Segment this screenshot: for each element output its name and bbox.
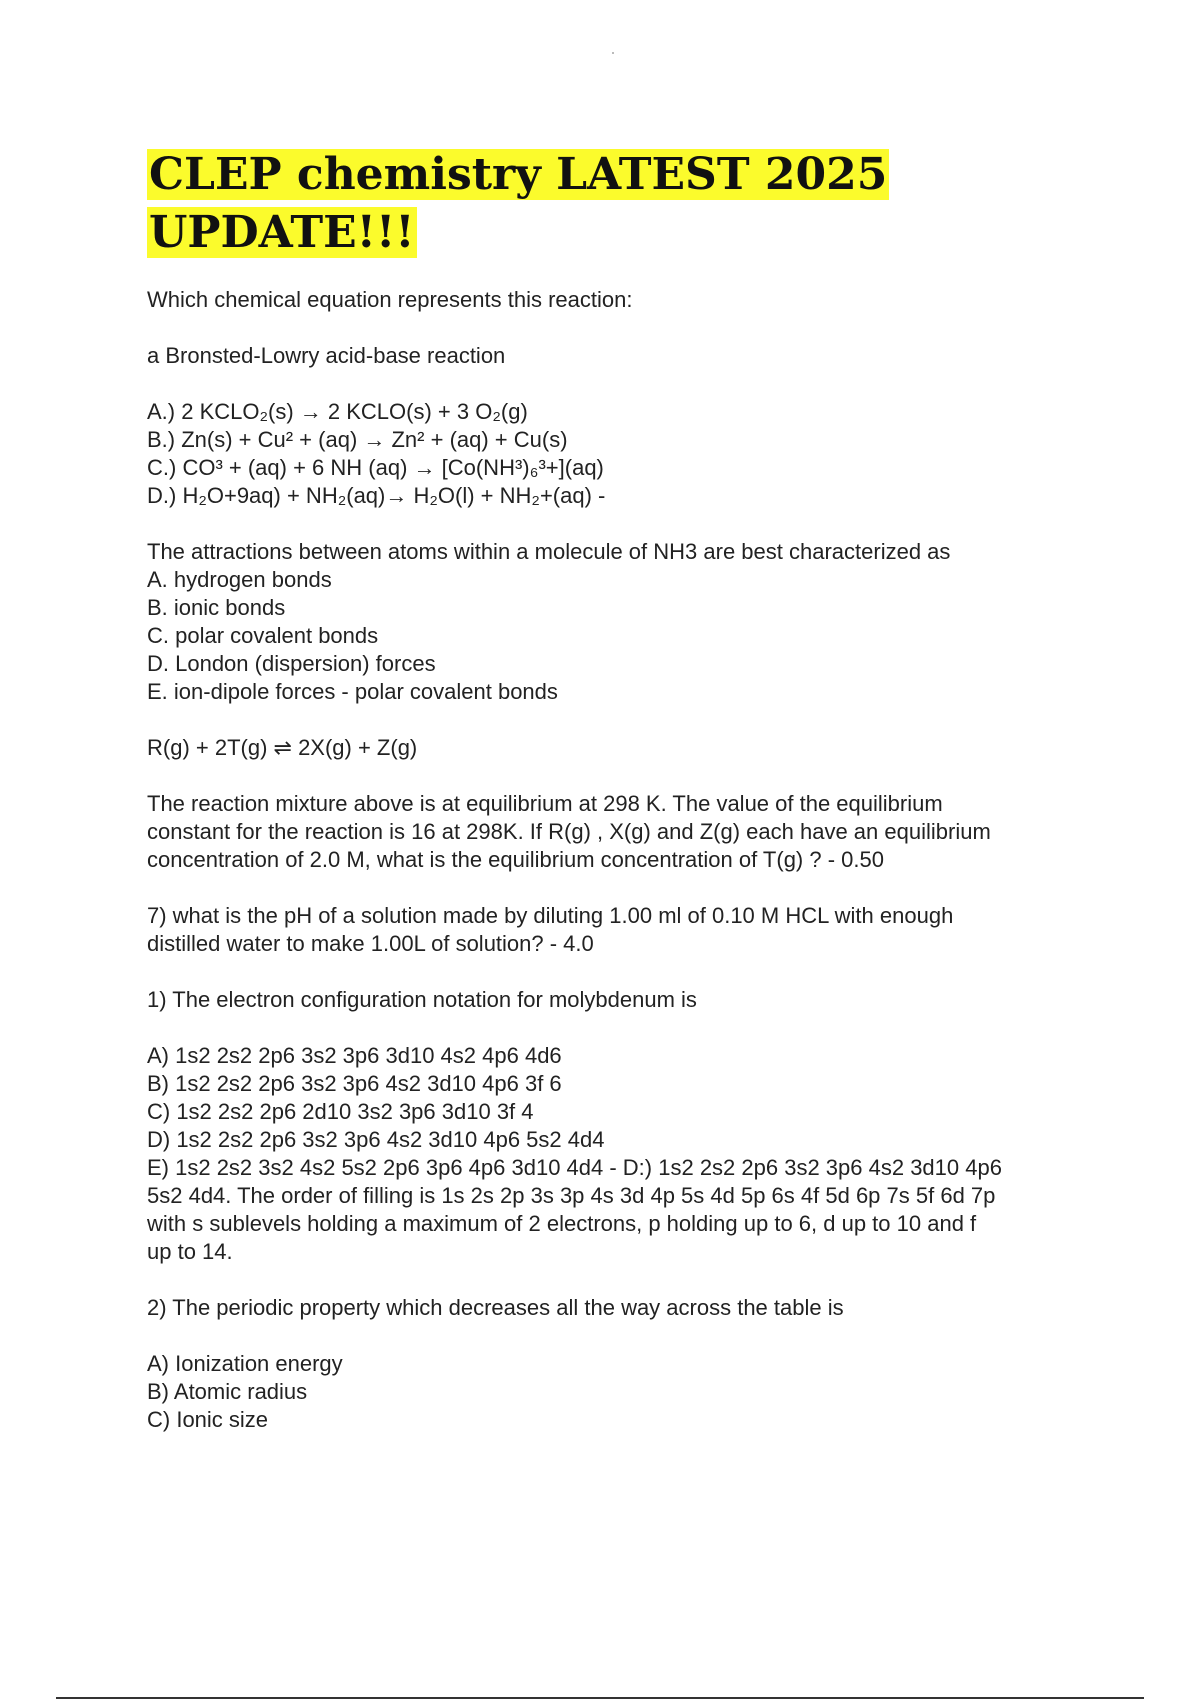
option-a: A.) 2 KCLO₂(s) → 2 KCLO(s) + 3 O₂(g) xyxy=(147,399,528,424)
document-page xyxy=(147,146,1097,1434)
question-text-line: constant for the reaction is 16 at 298K. If R(g) , X(g) and Z(g) each have an equilibrium xyxy=(147,819,991,844)
option-a: A) Ionization energy xyxy=(147,1351,343,1376)
question-prompt: The attractions between atoms within a molecule of NH3 are best characterized as xyxy=(147,539,951,564)
option-c: C. polar covalent bonds xyxy=(147,623,379,648)
question-text-line: 7) what is the pH of a solution made by diluting 1.00 ml of 0.10 M HCL with enough xyxy=(147,903,954,928)
answer-options xyxy=(147,398,1097,510)
question-nh3-bonds xyxy=(147,538,1097,706)
question-text-line: concentration of 2.0 M, what is the equilibrium concentration of T(g) ? - 0.50 xyxy=(147,847,884,872)
title-line-2: UPDATE!!! xyxy=(149,207,415,258)
option-b: B) 1s2 2s2 2p6 3s2 3p6 4s2 3d10 4p6 3f 6 xyxy=(147,1071,562,1096)
option-a: A. hydrogen bonds xyxy=(147,567,332,592)
question-electron-config xyxy=(147,986,1097,1266)
question-periodic-property xyxy=(147,1294,1097,1434)
reaction-equation: R(g) + 2T(g) ⇌ 2X(g) + Z(g) xyxy=(147,735,418,760)
option-a: A) 1s2 2s2 2p6 3s2 3p6 3d10 4s2 4p6 4d6 xyxy=(147,1043,562,1068)
option-e: E) 1s2 2s2 3s2 4s2 5s2 2p6 3p6 4p6 3d10 4d4 - D:) 1s2 2s2 2p6 3s2 3p6 4s2 3d10 4p6 xyxy=(147,1155,1002,1180)
question-text-line: The reaction mixture above is at equilibrium at 298 K. The value of the equilibrium xyxy=(147,791,943,816)
answer-explanation: up to 14. xyxy=(147,1239,233,1264)
scan-speck xyxy=(612,52,614,54)
option-d: D.) H₂O+9aq) + NH₂(aq)→ H₂O(l) + NH₂+(aq) - xyxy=(147,483,606,508)
question-subject: a Bronsted-Lowry acid-base reaction xyxy=(147,343,506,368)
option-b: B.) Zn(s) + Cu² + (aq) → Zn² + (aq) + Cu(s) xyxy=(147,427,568,452)
option-e: E. ion-dipole forces - polar covalent bonds xyxy=(147,679,558,704)
answer-explanation: with s sublevels holding a maximum of 2 electrons, p holding up to 6, d up to 10 and f xyxy=(147,1211,977,1236)
option-b: B. ionic bonds xyxy=(147,595,286,620)
title-line-1: CLEP chemistry LATEST 2025 xyxy=(149,149,888,200)
document-title xyxy=(147,146,1097,262)
question-text-line: distilled water to make 1.00L of solution? - 4.0 xyxy=(147,931,594,956)
option-d: D. London (dispersion) forces xyxy=(147,651,436,676)
option-c: C) Ionic size xyxy=(147,1407,269,1432)
question-ph xyxy=(147,902,1097,958)
question-equilibrium xyxy=(147,734,1097,874)
question-prompt: 1) The electron configuration notation for molybdenum is xyxy=(147,987,697,1012)
option-d: D) 1s2 2s2 2p6 3s2 3p6 4s2 3d10 4p6 5s2 4d4 xyxy=(147,1127,605,1152)
page-bottom-rule xyxy=(56,1697,1144,1699)
option-c: C.) CO³ + (aq) + 6 NH (aq) → [Co(NH³)₆³+](aq) xyxy=(147,455,604,480)
question-prompt: 2) The periodic property which decreases all the way across the table is xyxy=(147,1295,844,1320)
question-prompt: Which chemical equation represents this reaction: xyxy=(147,287,633,312)
option-c: C) 1s2 2s2 2p6 2d10 3s2 3p6 3d10 3f 4 xyxy=(147,1099,534,1124)
question-acid-base xyxy=(147,286,1097,510)
option-b: B) Atomic radius xyxy=(147,1379,308,1404)
answer-explanation: 5s2 4d4. The order of filling is 1s 2s 2p 3s 3p 4s 3d 4p 5s 4d 5p 6s 4f 5d 6p 7s 5f 6d 7p xyxy=(147,1183,996,1208)
